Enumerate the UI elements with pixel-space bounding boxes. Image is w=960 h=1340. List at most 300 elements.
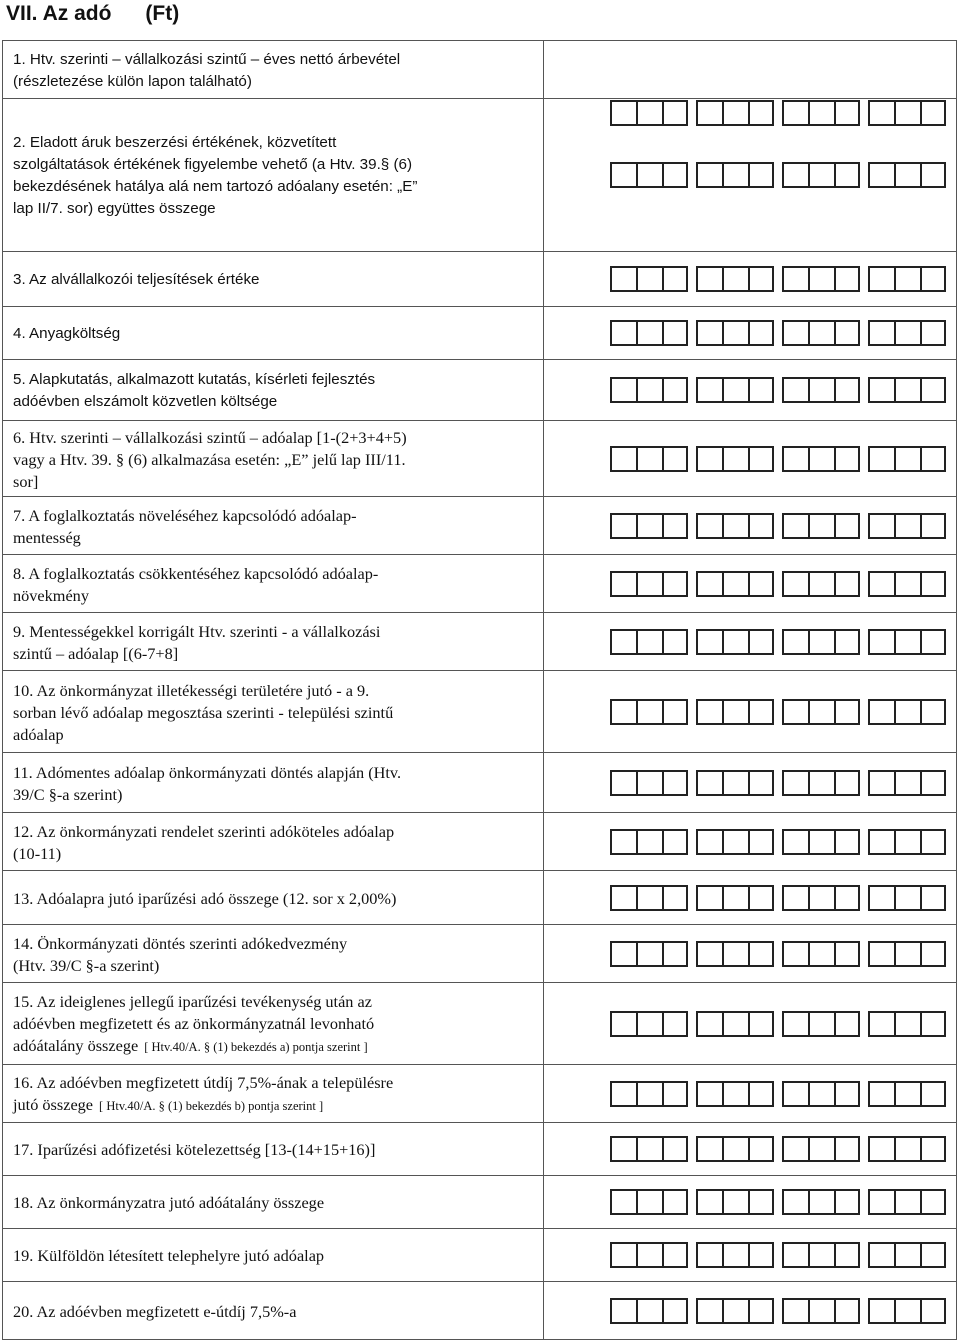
digit-box[interactable]: [894, 829, 920, 855]
row-label-line: 16. Az adóévben megfizetett útdíj 7,5%-ának a településre: [13, 1073, 394, 1092]
digit-group: [782, 1242, 860, 1268]
amount-input-area: [543, 1282, 956, 1339]
row-label-line: 2. Eladott áruk beszerzési értékének, közvetített: [13, 134, 337, 151]
digit-box[interactable]: [868, 829, 894, 855]
digit-box[interactable]: [696, 266, 722, 292]
digit-box[interactable]: [610, 829, 636, 855]
digit-box[interactable]: [696, 941, 722, 967]
digit-box[interactable]: [722, 1136, 748, 1162]
digit-box[interactable]: [894, 1011, 920, 1037]
digit-box[interactable]: [834, 1081, 860, 1107]
row-label: [3, 307, 543, 359]
digit-box[interactable]: [808, 885, 834, 911]
row-label-line: adóátalány összege [ Htv.40/A. § (1) bekezdés a) pontja szerint ]: [13, 1036, 368, 1055]
digit-group: [610, 699, 688, 725]
digit-box[interactable]: [894, 513, 920, 539]
row-label-line: növekmény: [13, 585, 89, 605]
digit-box[interactable]: [610, 885, 636, 911]
row-label-line: sorban lévő adóalap megosztása szerinti - települési szintű: [13, 702, 394, 722]
amount-input-area: [543, 753, 956, 812]
digit-box[interactable]: [722, 941, 748, 967]
digit-box[interactable]: [782, 571, 808, 597]
digit-box[interactable]: [894, 629, 920, 655]
digit-box[interactable]: [868, 446, 894, 472]
digit-box[interactable]: [834, 699, 860, 725]
digit-box[interactable]: [920, 941, 946, 967]
digit-box[interactable]: [782, 1136, 808, 1162]
digit-box[interactable]: [834, 162, 860, 188]
digit-group: [696, 885, 774, 911]
digit-box[interactable]: [868, 885, 894, 911]
digit-box[interactable]: [748, 1011, 774, 1037]
row-label-line: (Htv. 39/C §-a szerint): [13, 955, 160, 975]
digit-box[interactable]: [696, 162, 722, 188]
digit-box[interactable]: [894, 941, 920, 967]
digit-box[interactable]: [834, 829, 860, 855]
digit-box[interactable]: [610, 1242, 636, 1268]
digit-box[interactable]: [722, 1081, 748, 1107]
digit-box[interactable]: [782, 513, 808, 539]
digit-group: [868, 1189, 946, 1215]
digit-box[interactable]: [696, 100, 722, 126]
digit-group: [782, 446, 860, 472]
digit-box[interactable]: [834, 941, 860, 967]
digit-group: [868, 571, 946, 597]
digit-box[interactable]: [696, 1242, 722, 1268]
digit-box[interactable]: [834, 1189, 860, 1215]
form-row: [2, 41, 957, 99]
digit-box[interactable]: [782, 770, 808, 796]
digit-group: [868, 629, 946, 655]
digit-box[interactable]: [808, 446, 834, 472]
digit-box[interactable]: [782, 100, 808, 126]
digit-box[interactable]: [920, 770, 946, 796]
digit-box[interactable]: [610, 571, 636, 597]
digit-box[interactable]: [782, 162, 808, 188]
digit-box[interactable]: [636, 100, 662, 126]
digit-box[interactable]: [662, 1011, 688, 1037]
digit-box[interactable]: [920, 320, 946, 346]
digit-box[interactable]: [868, 513, 894, 539]
digit-box[interactable]: [894, 885, 920, 911]
digit-box[interactable]: [610, 266, 636, 292]
digit-box[interactable]: [696, 885, 722, 911]
digit-group: [782, 571, 860, 597]
digit-group: [610, 571, 688, 597]
digit-box[interactable]: [808, 770, 834, 796]
digit-group: [610, 377, 688, 403]
digit-box[interactable]: [722, 377, 748, 403]
digit-box[interactable]: [894, 1136, 920, 1162]
row-label: [3, 497, 543, 554]
digit-box[interactable]: [920, 629, 946, 655]
digit-box[interactable]: [748, 1081, 774, 1107]
digit-box[interactable]: [808, 377, 834, 403]
digit-box[interactable]: [808, 1189, 834, 1215]
digit-box[interactable]: [636, 1242, 662, 1268]
digit-group: [868, 266, 946, 292]
digit-box[interactable]: [696, 1011, 722, 1037]
digit-box[interactable]: [894, 320, 920, 346]
digit-box[interactable]: [610, 100, 636, 126]
digit-box[interactable]: [808, 320, 834, 346]
digit-box[interactable]: [748, 162, 774, 188]
digit-box[interactable]: [894, 1081, 920, 1107]
digit-box[interactable]: [868, 1011, 894, 1037]
digit-box[interactable]: [868, 162, 894, 188]
digit-box[interactable]: [894, 162, 920, 188]
digit-box[interactable]: [808, 1011, 834, 1037]
digit-group: [696, 377, 774, 403]
digit-box[interactable]: [636, 1136, 662, 1162]
digit-box[interactable]: [722, 162, 748, 188]
digit-box[interactable]: [748, 629, 774, 655]
digit-box[interactable]: [662, 699, 688, 725]
amount-input-area: [543, 252, 956, 306]
digit-group: [868, 829, 946, 855]
row-label-line: adóévben elszámolt közvetlen költsége: [13, 393, 278, 410]
digit-box[interactable]: [662, 629, 688, 655]
digit-box[interactable]: [894, 571, 920, 597]
digit-box[interactable]: [920, 377, 946, 403]
digit-box[interactable]: [920, 162, 946, 188]
digit-box[interactable]: [782, 699, 808, 725]
digit-box[interactable]: [920, 100, 946, 126]
digit-box[interactable]: [722, 100, 748, 126]
digit-box[interactable]: [722, 513, 748, 539]
digit-box[interactable]: [920, 1136, 946, 1162]
digit-box[interactable]: [868, 266, 894, 292]
digit-box[interactable]: [748, 941, 774, 967]
digit-box[interactable]: [868, 1136, 894, 1162]
digit-box[interactable]: [662, 100, 688, 126]
digit-box[interactable]: [636, 320, 662, 346]
form-row: [2, 555, 957, 613]
digit-group: [782, 885, 860, 911]
digit-box[interactable]: [662, 1081, 688, 1107]
digit-box[interactable]: [808, 571, 834, 597]
form-row: [2, 252, 957, 307]
digit-group: [868, 377, 946, 403]
form-row: [2, 671, 957, 753]
digit-box[interactable]: [782, 629, 808, 655]
digit-box[interactable]: [868, 1242, 894, 1268]
digit-box[interactable]: [610, 446, 636, 472]
digit-box[interactable]: [722, 629, 748, 655]
digit-box[interactable]: [636, 941, 662, 967]
digit-box[interactable]: [696, 513, 722, 539]
digit-box[interactable]: [868, 699, 894, 725]
digit-box[interactable]: [808, 829, 834, 855]
digit-box[interactable]: [782, 941, 808, 967]
digit-box[interactable]: [920, 885, 946, 911]
form-row: [2, 1065, 957, 1123]
amount-input-area: [543, 555, 956, 612]
digit-box[interactable]: [748, 1136, 774, 1162]
digit-box[interactable]: [868, 770, 894, 796]
digit-box[interactable]: [610, 629, 636, 655]
digit-box[interactable]: [808, 1081, 834, 1107]
form-row: [2, 360, 957, 421]
row-label: [3, 555, 543, 612]
digit-box[interactable]: [662, 162, 688, 188]
row-label-line: (10-11): [13, 843, 62, 863]
digit-box[interactable]: [610, 1189, 636, 1215]
digit-group: [782, 266, 860, 292]
digit-box[interactable]: [834, 1136, 860, 1162]
digit-box[interactable]: [868, 571, 894, 597]
digit-box[interactable]: [696, 1136, 722, 1162]
digit-box[interactable]: [782, 446, 808, 472]
digit-box[interactable]: [834, 266, 860, 292]
digit-group: [782, 1081, 860, 1107]
digit-box[interactable]: [662, 829, 688, 855]
amount-input-row1: [602, 100, 946, 126]
digit-box[interactable]: [722, 1011, 748, 1037]
digit-box[interactable]: [834, 629, 860, 655]
digit-box[interactable]: [610, 1011, 636, 1037]
digit-box[interactable]: [808, 162, 834, 188]
digit-box[interactable]: [696, 320, 722, 346]
digit-box[interactable]: [748, 1242, 774, 1268]
digit-box[interactable]: [696, 699, 722, 725]
digit-box[interactable]: [662, 266, 688, 292]
digit-box[interactable]: [696, 629, 722, 655]
legal-reference: [ Htv.40/A. § (1) bekezdés a) pontja szerint ]: [144, 1040, 368, 1054]
row-label-line: 1. Htv. szerinti – vállalkozási szintű – éves nettó árbevétel: [13, 50, 401, 68]
digit-box[interactable]: [748, 885, 774, 911]
digit-box[interactable]: [696, 377, 722, 403]
row-label-line: 12. Az önkormányzati rendelet szerinti adóköteles adóalap: [13, 821, 395, 841]
digit-group: [610, 941, 688, 967]
digit-box[interactable]: [636, 162, 662, 188]
digit-box[interactable]: [834, 1242, 860, 1268]
digit-group: [868, 941, 946, 967]
form-row: [2, 1123, 957, 1176]
digit-box[interactable]: [636, 1011, 662, 1037]
digit-box[interactable]: [722, 320, 748, 346]
digit-box[interactable]: [696, 571, 722, 597]
digit-box[interactable]: [808, 266, 834, 292]
row-label-line: jutó összege [ Htv.40/A. § (1) bekezdés b) pontja szerint ]: [13, 1095, 324, 1114]
digit-box[interactable]: [808, 100, 834, 126]
digit-box[interactable]: [610, 377, 636, 403]
digit-box[interactable]: [722, 571, 748, 597]
digit-box[interactable]: [748, 320, 774, 346]
digit-box[interactable]: [894, 446, 920, 472]
form-row: [2, 871, 957, 925]
amount-input-area: [543, 925, 956, 982]
digit-box[interactable]: [782, 377, 808, 403]
digit-box[interactable]: [920, 1081, 946, 1107]
digit-group: [610, 162, 688, 188]
row-label: [3, 813, 543, 870]
digit-box[interactable]: [722, 699, 748, 725]
digit-box[interactable]: [662, 320, 688, 346]
digit-box[interactable]: [636, 1189, 662, 1215]
digit-box[interactable]: [920, 266, 946, 292]
digit-box[interactable]: [748, 513, 774, 539]
form-row: [2, 983, 957, 1065]
digit-box[interactable]: [662, 377, 688, 403]
digit-box[interactable]: [920, 571, 946, 597]
digit-box[interactable]: [920, 1242, 946, 1268]
digit-box[interactable]: [868, 377, 894, 403]
digit-box[interactable]: [894, 377, 920, 403]
digit-box[interactable]: [748, 100, 774, 126]
digit-box[interactable]: [636, 1081, 662, 1107]
digit-box[interactable]: [782, 885, 808, 911]
digit-box[interactable]: [782, 829, 808, 855]
digit-box[interactable]: [696, 829, 722, 855]
digit-box[interactable]: [748, 266, 774, 292]
digit-box[interactable]: [610, 162, 636, 188]
digit-box[interactable]: [696, 1189, 722, 1215]
digit-box[interactable]: [610, 1136, 636, 1162]
digit-box[interactable]: [610, 320, 636, 346]
digit-box[interactable]: [748, 770, 774, 796]
digit-box[interactable]: [834, 446, 860, 472]
digit-group: [610, 1136, 688, 1162]
digit-box[interactable]: [808, 941, 834, 967]
digit-box[interactable]: [868, 1189, 894, 1215]
digit-box[interactable]: [636, 513, 662, 539]
digit-box[interactable]: [662, 770, 688, 796]
digit-box[interactable]: [636, 571, 662, 597]
digit-group: [782, 100, 860, 126]
digit-box[interactable]: [722, 770, 748, 796]
digit-group: [696, 320, 774, 346]
digit-box[interactable]: [636, 885, 662, 911]
digit-box[interactable]: [662, 1136, 688, 1162]
digit-box[interactable]: [748, 829, 774, 855]
digit-box[interactable]: [808, 513, 834, 539]
row-label-line: mentesség: [13, 527, 81, 547]
digit-box[interactable]: [894, 770, 920, 796]
digit-box[interactable]: [782, 266, 808, 292]
digit-box[interactable]: [868, 629, 894, 655]
digit-box[interactable]: [868, 941, 894, 967]
digit-box[interactable]: [722, 1189, 748, 1215]
digit-box[interactable]: [662, 446, 688, 472]
currency-unit: (Ft): [145, 2, 180, 25]
digit-box[interactable]: [894, 1242, 920, 1268]
digit-box[interactable]: [868, 320, 894, 346]
digit-box[interactable]: [834, 770, 860, 796]
digit-box[interactable]: [610, 513, 636, 539]
digit-group: [868, 1136, 946, 1162]
digit-box[interactable]: [748, 571, 774, 597]
row-label-line: 9. Mentességekkel korrigált Htv. szerinti - a vállalkozási: [13, 621, 381, 641]
digit-box[interactable]: [894, 266, 920, 292]
row-label-line: 7. A foglalkoztatás növeléséhez kapcsolódó adóalap-: [13, 505, 357, 525]
digit-box[interactable]: [610, 699, 636, 725]
digit-box[interactable]: [834, 513, 860, 539]
digit-box[interactable]: [662, 885, 688, 911]
digit-box[interactable]: [782, 1081, 808, 1107]
digit-box[interactable]: [782, 1189, 808, 1215]
legal-reference: [ Htv.40/A. § (1) bekezdés b) pontja szerint ]: [99, 1099, 324, 1113]
digit-box[interactable]: [834, 885, 860, 911]
digit-box[interactable]: [834, 100, 860, 126]
digit-box[interactable]: [808, 1242, 834, 1268]
digit-box[interactable]: [636, 629, 662, 655]
digit-box[interactable]: [808, 1136, 834, 1162]
digit-box[interactable]: [834, 1011, 860, 1037]
digit-box[interactable]: [748, 1189, 774, 1215]
digit-box[interactable]: [782, 1011, 808, 1037]
row-label: [3, 421, 543, 496]
digit-box[interactable]: [610, 770, 636, 796]
digit-box[interactable]: [662, 941, 688, 967]
digit-box[interactable]: [722, 266, 748, 292]
digit-box[interactable]: [722, 446, 748, 472]
digit-box[interactable]: [636, 377, 662, 403]
digit-box[interactable]: [808, 629, 834, 655]
row-label: [3, 753, 543, 812]
digit-box[interactable]: [610, 1081, 636, 1107]
digit-box[interactable]: [920, 446, 946, 472]
digit-box[interactable]: [782, 320, 808, 346]
digit-box[interactable]: [722, 885, 748, 911]
digit-box[interactable]: [636, 699, 662, 725]
digit-box[interactable]: [748, 377, 774, 403]
digit-box[interactable]: [894, 699, 920, 725]
digit-group: [782, 829, 860, 855]
digit-box[interactable]: [636, 446, 662, 472]
form-row: [2, 421, 957, 497]
digit-box[interactable]: [636, 829, 662, 855]
digit-box[interactable]: [696, 770, 722, 796]
digit-box[interactable]: [748, 699, 774, 725]
digit-box[interactable]: [782, 1242, 808, 1268]
digit-box[interactable]: [920, 699, 946, 725]
digit-box[interactable]: [834, 377, 860, 403]
digit-box[interactable]: [662, 1242, 688, 1268]
digit-box[interactable]: [868, 100, 894, 126]
digit-group: [696, 1136, 774, 1162]
digit-box[interactable]: [636, 770, 662, 796]
digit-box[interactable]: [868, 1081, 894, 1107]
row-label-line: 15. Az ideiglenes jellegű iparűzési tevékenység után az: [13, 992, 372, 1011]
digit-box[interactable]: [696, 1081, 722, 1107]
digit-box[interactable]: [834, 320, 860, 346]
digit-box[interactable]: [636, 266, 662, 292]
form-row: [2, 925, 957, 983]
digit-box[interactable]: [920, 1011, 946, 1037]
digit-box[interactable]: [920, 513, 946, 539]
digit-box[interactable]: [662, 1189, 688, 1215]
digit-box[interactable]: [920, 829, 946, 855]
row-label-line: 39/C §-a szerint): [13, 784, 123, 804]
digit-group: [782, 629, 860, 655]
digit-box[interactable]: [808, 699, 834, 725]
digit-box[interactable]: [696, 446, 722, 472]
digit-box[interactable]: [748, 446, 774, 472]
digit-box[interactable]: [894, 100, 920, 126]
digit-box[interactable]: [894, 1189, 920, 1215]
digit-box[interactable]: [662, 571, 688, 597]
digit-box[interactable]: [722, 829, 748, 855]
digit-box[interactable]: [920, 1189, 946, 1215]
digit-box[interactable]: [834, 571, 860, 597]
digit-box[interactable]: [662, 513, 688, 539]
digit-box[interactable]: [610, 941, 636, 967]
digit-group: [782, 941, 860, 967]
row-label-line: 18. Az önkormányzatra jutó adóátalány összege: [13, 1193, 325, 1212]
form-row: [2, 813, 957, 871]
digit-box[interactable]: [722, 1242, 748, 1268]
